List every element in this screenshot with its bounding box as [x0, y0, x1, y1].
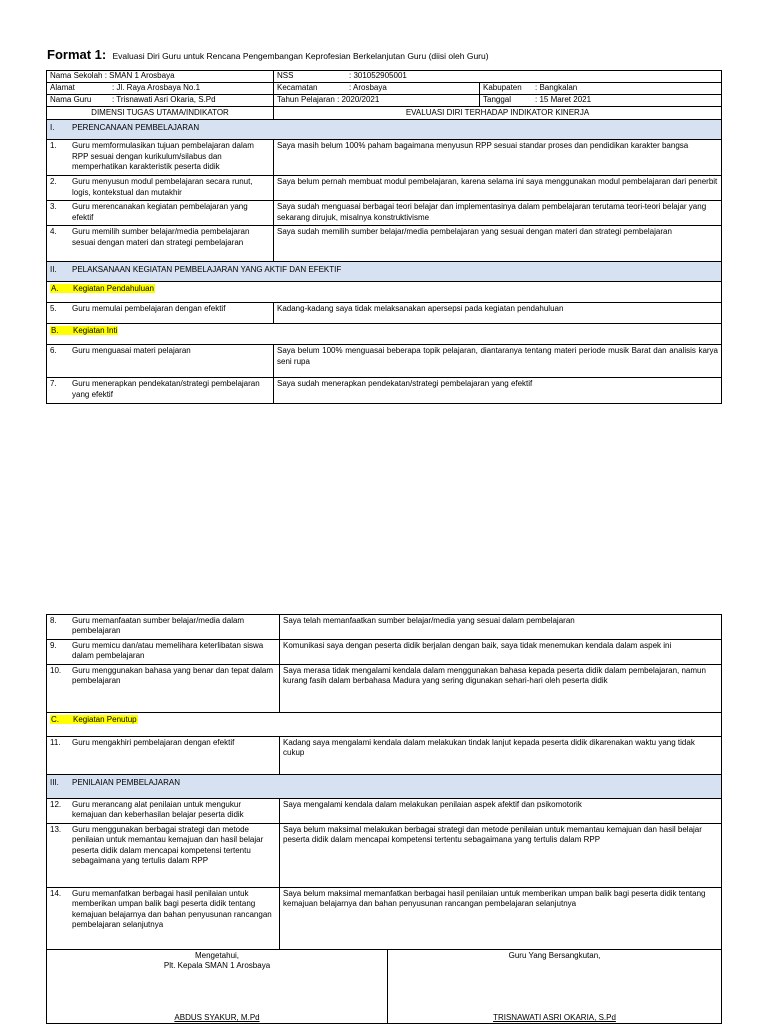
table-row: 4. Guru memilih sumber belajar/media pembelajaran sesuai dengan materi dan strategi pembelajaran Saya sudah memilih sumber belajar/media pembelajaran yang sesuai dengan materi dan strategi pembelajaran: [47, 226, 722, 262]
teacher-name: TRISNAWATI ASRI OKARIA, S.Pd: [493, 1012, 616, 1022]
table-row: 2. Guru menyusun modul pembelajaran secara runut, logis, kontekstual dan mutakhir Saya belum pernah membuat modul pembelajaran, karena selama ini saya menggunakan modul pembelajaran dari penerbit: [47, 176, 722, 201]
header-dimensi: DIMENSI TUGAS UTAMA/INDIKATOR: [47, 107, 274, 120]
nss-cell: NSS : 301052905001: [274, 71, 722, 83]
format-description: Evaluasi Diri Guru untuk Rencana Pengembangan Keprofesian Berkelanjutan Guru (diisi oleh Guru): [112, 51, 489, 61]
info-row-teacher: [47, 95, 722, 107]
table-row: 1. Guru memformulasikan tujuan pembelajaran dalam RPP sesuai dengan kurikulum/silabus dan memperhatikan karakteristik peserta didik Saya masih belum 100% paham bagaimana menyusun RPP sesuai standar proses dan pendidikan karakter bangsa: [47, 140, 722, 176]
document-title: [47, 47, 489, 64]
column-header-row: [47, 107, 722, 120]
section-header: III. PENILAIAN PEMBELAJARAN: [47, 775, 722, 799]
table-row: 9. Guru memicu dan/atau memelihara keterlibatan siswa dalam pembelajaran Komunikasi saya dengan peserta didik berjalan dengan baik, saya tidak menemukan kendala dalam aspek ini: [47, 640, 722, 665]
tahun-cell: Tahun Pelajaran : 2020/2021: [274, 95, 480, 107]
signature-teacher: Guru Yang Bersangkutan, TRISNAWATI ASRI OKARIA, S.Pd: [388, 950, 722, 1024]
signature-row: [47, 950, 722, 1024]
header-evaluasi: EVALUASI DIRI TERHADAP INDIKATOR KINERJA: [274, 107, 722, 120]
teacher-cell: Nama Guru : Trisnawati Asri Okaria, S.Pd: [47, 95, 274, 107]
kecamatan-cell: Kecamatan : Arosbaya: [274, 83, 480, 95]
evaluation-table-part2: [46, 614, 722, 1024]
info-row-school: [47, 71, 722, 83]
table-row: 5. Guru memulai pembelajaran dengan efektif Kadang-kadang saya tidak melaksanakan apersepsi pada kegiatan pendahuluan: [47, 303, 722, 324]
subsection-row: C. Kegiatan Penutup: [47, 713, 722, 737]
principal-name: ABDUS SYAKUR, M.Pd: [174, 1012, 260, 1022]
table-row: 10. Guru menggunakan bahasa yang benar dan tepat dalam pembelajaran Saya merasa tidak mengalami kendala dalam menggunakan bahasa kepada peserta didik dalam pembelajaran, namun kurang fasih dalam berbahasa Madura yang sering digunakan sehari-hari oleh peserta didik: [47, 665, 722, 713]
subsection-row: A. Kegiatan Pendahuluan: [47, 282, 722, 303]
table-row: 8. Guru memanfaatan sumber belajar/media dalam pembelajaran Saya telah memanfaatkan sumber belajar/media yang sesuai dalam pembelajaran: [47, 615, 722, 640]
table-row: 12. Guru merancang alat penilaian untuk mengukur kemajuan dan keberhasilan belajar peserta didik Saya mengalami kendala dalam melakukan penilaian aspek afektif dan psikomotorik: [47, 799, 722, 824]
format-label: Format 1:: [47, 47, 107, 62]
table-row: 13. Guru menggunakan berbagai strategi dan metode penilaian untuk memantau kemajuan dan hasil belajar peserta didik dalam mencapai kompetensi tertentu sebagaimana yang tertulis dalam RPP Saya belum maksimal melakukan berbagai strategi dan metode penilaian untuk memantau kemajuan dan hasil belajar peserta didik dalam mencapai kompetensi tertentu sebagaimana yang tertulis dalam RPP: [47, 824, 722, 888]
section-header: I. PERENCANAAN PEMBELAJARAN: [47, 120, 722, 140]
info-row-address: [47, 83, 722, 95]
signature-principal: Mengetahui, Plt. Kepala SMAN 1 Arosbaya ABDUS SYAKUR, M.Pd: [47, 950, 388, 1024]
table-row: 11. Guru mengakhiri pembelajaran dengan efektif Kadang saya mengalami kendala dalam melakukan tindak lanjut kepada peserta didik dikarenakan waktu yang tidak cukup: [47, 737, 722, 775]
table-row: 3. Guru merencanakan kegiatan pembelajaran yang efektif Saya sudah menguasai berbagai teori belajar dan implementasinya dalam pembelajaran terutama teori-teori belajar yang sekarang dirujuk, misalnya konstruktivisme: [47, 201, 722, 226]
subsection-row: B. Kegiatan Inti: [47, 324, 722, 345]
school-cell: Nama Sekolah : SMAN 1 Arosbaya: [47, 71, 274, 83]
evaluation-table-part1: [46, 70, 722, 404]
table-row: 14. Guru memanfatkan berbagai hasil penilaian untuk memberikan umpan balik bagi peserta didik tentang kemajuan belajarnya dan bahan penyusunan rancangan pembelajaran selanjutnya Saya belum maksimal memanfatkan berbagai hasil penilaian untuk memberikan umpan balik bagi peserta didik tentang kemajuan belajarnya dan bahan penyusunan rancangan pembelajaran selanjutnya: [47, 888, 722, 950]
address-cell: Alamat : Jl. Raya Arosbaya No.1: [47, 83, 274, 95]
table-row: 6. Guru menguasai materi pelajaran Saya belum 100% menguasai beberapa topik pelajaran, diantaranya tentang materi periode musik Barat dan analisis karya seni rupa: [47, 345, 722, 378]
section-header: II. PELAKSANAAN KEGIATAN PEMBELAJARAN YANG AKTIF DAN EFEKTIF: [47, 262, 722, 282]
kabupaten-cell: Kabupaten : Bangkalan: [480, 83, 722, 95]
table-row: 7. Guru menerapkan pendekatan/strategi pembelajaran yang efektif Saya sudah menerapkan pendekatan/strategi pembelajaran yang efektif: [47, 378, 722, 404]
tanggal-cell: Tanggal : 15 Maret 2021: [480, 95, 722, 107]
